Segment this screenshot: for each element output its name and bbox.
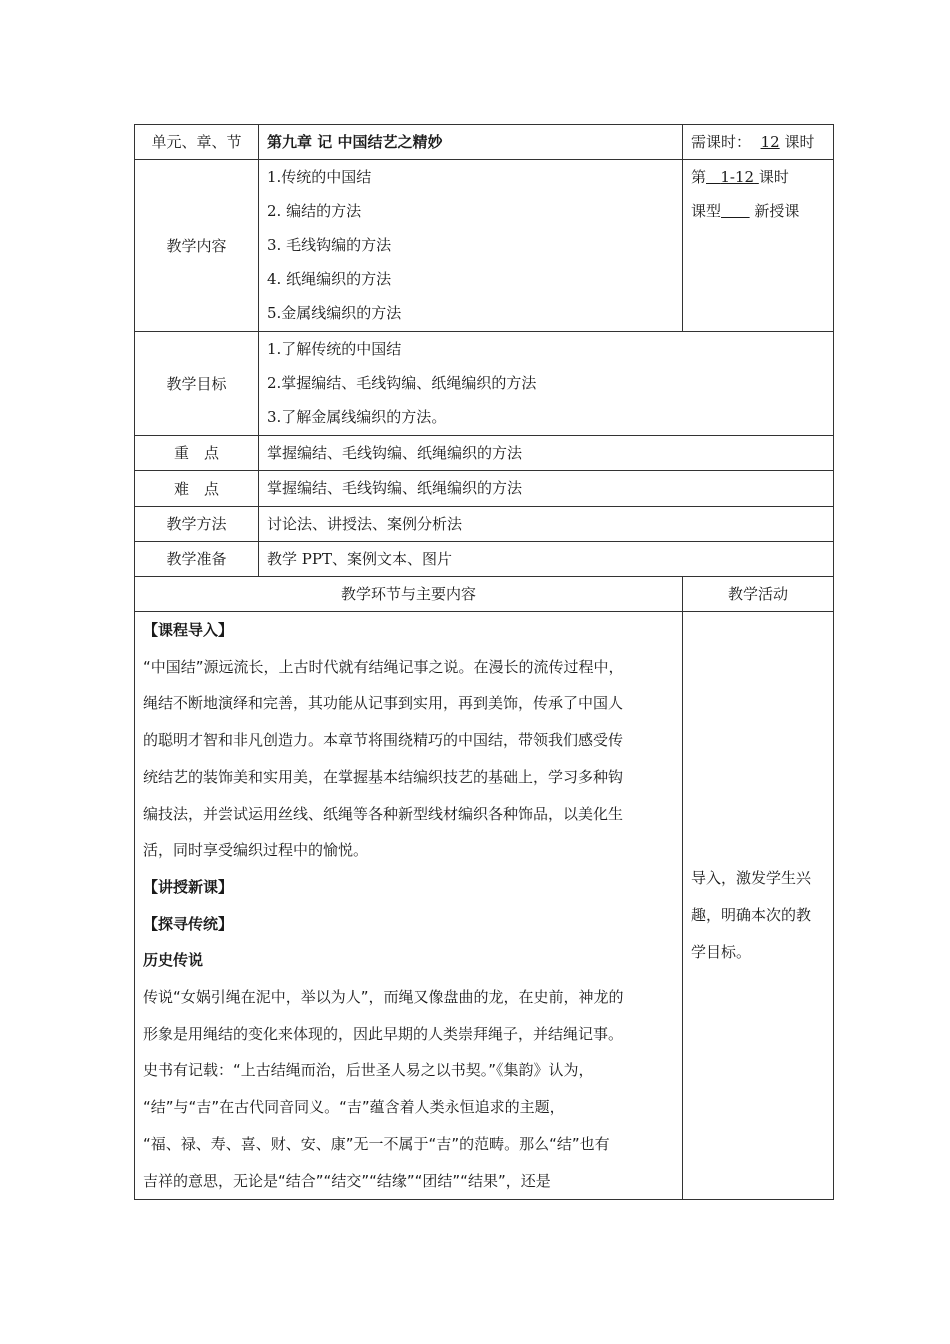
content-item: 4. 纸绳编织的方法 xyxy=(267,270,392,288)
content-item: 2. 编结的方法 xyxy=(267,202,362,220)
hours-value: 12 xyxy=(760,133,780,151)
hours-suffix: 课时 xyxy=(784,133,815,151)
goal-item: 2.掌握编结、毛线钩编、纸绳编织的方法 xyxy=(267,374,537,392)
goals-list xyxy=(259,332,834,436)
session-line xyxy=(691,160,825,194)
unit-label: 单元、章、节 xyxy=(135,125,259,160)
intro-line: 统结艺的装饰美和实用美，在掌握基本结编织技艺的基础上，学习多种钩 xyxy=(143,767,624,786)
intro-line: 编技法，并尝试运用丝线、纸绳等各种新型线材编织各种饰品，以美化生 xyxy=(143,804,624,823)
session-value: 1-12 xyxy=(720,168,755,186)
content-item: 3. 毛线钩编的方法 xyxy=(267,236,392,254)
goal-item: 1.了解传统的中国结 xyxy=(267,340,402,358)
section-header-activity: 教学活动 xyxy=(683,577,834,612)
method-value: 讨论法、讲授法、案例分析法 xyxy=(259,507,834,542)
hours-prefix: 需课时： xyxy=(691,133,752,151)
required-hours xyxy=(683,125,834,160)
content-label: 教学内容 xyxy=(135,160,259,332)
goal-item: 3.了解金属线编织的方法。 xyxy=(267,408,447,426)
chapter-title: 第九章 记 中国结艺之精妙 xyxy=(259,125,683,160)
session-info xyxy=(683,160,834,332)
intro-line: 的聪明才智和非凡创造力。本章节将围绕精巧的中国结，带领我们感受传 xyxy=(143,731,624,750)
intro-line: “中国结”源远流长，上古时代就有结绳记事之说。在漫长的流传过程中， xyxy=(143,657,624,676)
key-point-value: 掌握编结、毛线钩编、纸绳编织的方法 xyxy=(259,436,834,471)
section-header-main: 教学环节与主要内容 xyxy=(135,577,683,612)
activity-line: 学目标。 xyxy=(691,943,752,962)
lesson-plan-table xyxy=(134,124,834,1200)
main-content xyxy=(135,612,683,1200)
difficulty-value: 掌握编结、毛线钩编、纸绳编织的方法 xyxy=(259,471,834,507)
prep-value: 教学 PPT、案例文本、图片 xyxy=(259,542,834,577)
prep-label: 教学准备 xyxy=(135,542,259,577)
lesson-type-line xyxy=(691,194,825,228)
difficulty-label: 难 点 xyxy=(135,471,259,507)
content-item: 5.金属线编织的方法 xyxy=(267,304,402,322)
goals-label: 教学目标 xyxy=(135,332,259,436)
session-prefix: 第 xyxy=(691,168,707,186)
new-lesson-heading: 【讲授新课】 xyxy=(143,877,234,896)
key-point-label: 重 点 xyxy=(135,436,259,471)
legend-line: “结”与“吉”在古代同音同义。“吉”蕴含着人类永恒追求的主题， xyxy=(143,1098,565,1117)
legend-line: 传说“女娲引绳在泥中，举以为人”，而绳又像盘曲的龙，在史前，神龙的 xyxy=(143,988,624,1007)
activity-line: 导入，激发学生兴 xyxy=(691,869,812,888)
intro-line: 绳结不断地演绎和完善，其功能从记事到实用，再到美饰，传承了中国人 xyxy=(143,694,624,713)
session-suffix: 课时 xyxy=(758,168,789,186)
legend-line: “福、禄、寿、喜、财、安、康”无一不属于“吉”的范畴。那么“结”也有 xyxy=(143,1134,610,1153)
legend-line: 史书有记载：“上古结绳而治，后世圣人易之以书契。”《集韵》认为， xyxy=(143,1061,594,1080)
activity-line: 趣，明确本次的教 xyxy=(691,906,812,925)
intro-heading: 【课程导入】 xyxy=(143,621,234,639)
method-label: 教学方法 xyxy=(135,507,259,542)
type-value: 新授课 xyxy=(754,202,800,220)
content-item: 1.传统的中国结 xyxy=(267,168,372,186)
tradition-heading: 【探寻传统】 xyxy=(143,914,234,933)
legend-line: 吉祥的意思，无论是“结合”“结交”“结缘”“团结”“结果”，还是 xyxy=(143,1171,551,1190)
activity-notes xyxy=(683,612,834,1200)
content-list xyxy=(259,160,683,332)
type-prefix: 课型 xyxy=(691,202,722,220)
legend-line: 形象是用绳结的变化来体现的，因此早期的人类崇拜绳子，并结绳记事。 xyxy=(143,1024,624,1043)
intro-line: 活，同时享受编织过程中的愉悦。 xyxy=(143,841,369,860)
legend-heading: 历史传说 xyxy=(143,951,204,970)
